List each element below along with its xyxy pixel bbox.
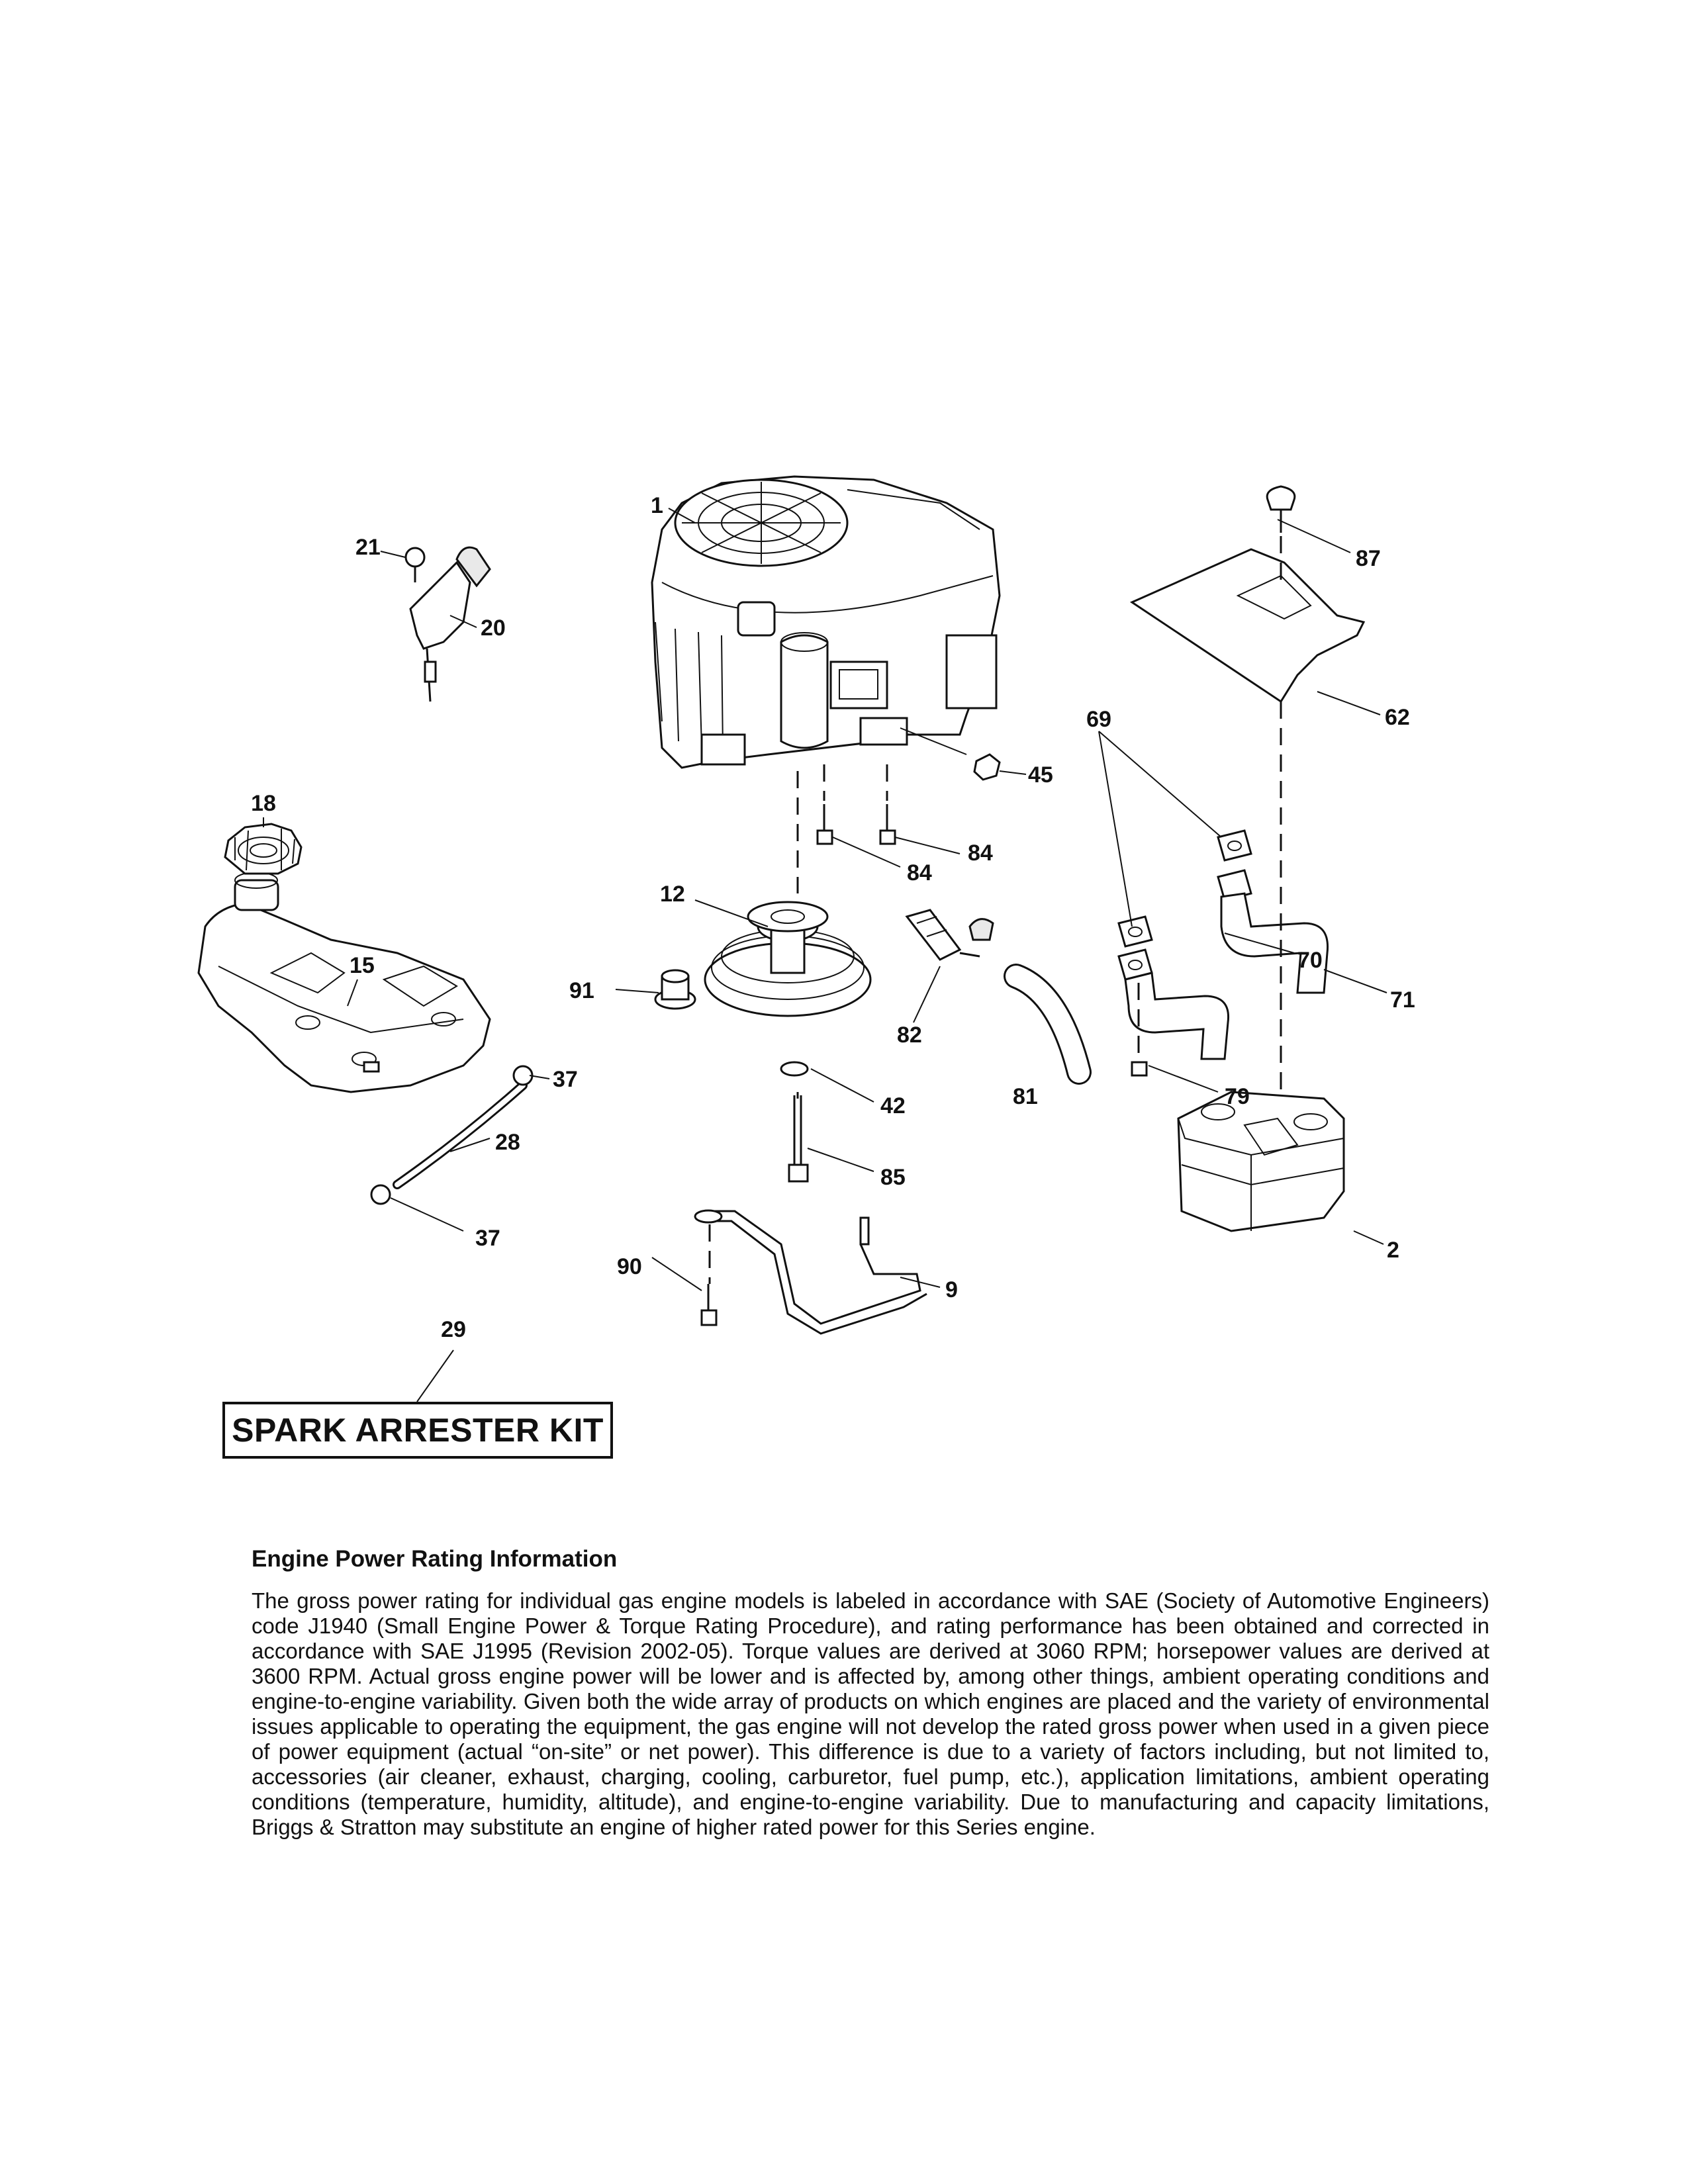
part-label-12: 12 xyxy=(660,882,685,907)
engine-bolts-drawing xyxy=(818,804,895,844)
part-label-84-right: 84 xyxy=(968,841,993,866)
part-label-37-bottom: 37 xyxy=(475,1226,500,1251)
spark-arrester-kit-label: SPARK ARRESTER KIT xyxy=(232,1412,604,1449)
support-rod-drawing xyxy=(695,1210,927,1334)
part-label-15: 15 xyxy=(350,953,375,978)
nut-drawing xyxy=(974,754,1000,780)
part-label-85: 85 xyxy=(880,1165,906,1190)
part-label-18: 18 xyxy=(251,791,276,816)
part-label-82: 82 xyxy=(897,1023,922,1048)
part-label-21: 21 xyxy=(355,535,381,560)
engine-drawing xyxy=(652,477,1000,768)
fuel-hose-drawing xyxy=(1016,976,1079,1072)
part-label-28: 28 xyxy=(495,1130,520,1155)
part-label-71: 71 xyxy=(1390,987,1415,1013)
part-label-20: 20 xyxy=(481,615,506,641)
part-label-79: 79 xyxy=(1225,1084,1250,1109)
part-label-81: 81 xyxy=(1013,1084,1038,1109)
part-label-90: 90 xyxy=(617,1254,642,1279)
engine-power-rating-section xyxy=(252,1546,1489,1840)
part-label-37-top: 37 xyxy=(553,1067,578,1092)
spacer-drawing xyxy=(655,970,695,1009)
part-label-69: 69 xyxy=(1086,707,1111,732)
part-label-1: 1 xyxy=(651,493,663,518)
part-label-84-left: 84 xyxy=(907,860,932,886)
part-label-70: 70 xyxy=(1297,948,1323,973)
fuel-filter-drawing xyxy=(907,910,993,960)
pulley-drawing xyxy=(705,902,870,1016)
part-label-45: 45 xyxy=(1028,762,1053,788)
engine-power-rating-title: Engine Power Rating Information xyxy=(252,1546,618,1572)
part-label-62: 62 xyxy=(1385,705,1410,730)
part-label-87: 87 xyxy=(1356,546,1381,571)
muffler-drawing xyxy=(1178,1092,1344,1231)
heat-shield-drawing xyxy=(1132,486,1364,702)
fuel-tank-drawing xyxy=(199,872,490,1092)
bolt-washer-drawing xyxy=(781,1062,808,1181)
part-label-42: 42 xyxy=(880,1093,906,1118)
engine-power-rating-text: The gross power rating for individual gas engine models is labeled in accordance with SAE (Society of Automotive Engineers) code J1940 (Small Engine Power & Torque Rating Procedure), and rating performance has been obtained and corrected in accordance with SAE J1995 (Revision 2002-05). Torque values are derived at 3060 RPM; horsepower values are derived at 3600 RPM. Actual gross engine power will be lower and is affected by, among other things, ambient operating conditions and engine-to-engine variability. Given both the wide array of products on which engines are placed and the variety of environmental issues applicable to operating the equipment, the gas engine will not develop the rated gross power when used in a given piece of power equipment (actual “on-site” or net power). This difference is due to a variety of factors including, but not limited to, accessories (air cleaner, exhaust, charging, cooling, carburetor, fuel pump, etc.), application limitations, ambient operating conditions (temperature, humidity, altitude), and engine-to-engine variability. Due to manufacturing and capacity limitations, Briggs & Stratton may substitute an engine of higher rated power for this Series engine. xyxy=(252,1588,1489,1839)
spark-arrester-kit-box xyxy=(222,1402,613,1459)
part-label-91: 91 xyxy=(569,978,594,1003)
part-label-2: 2 xyxy=(1387,1238,1399,1263)
fuel-cap-drawing xyxy=(225,824,301,874)
part-label-29: 29 xyxy=(441,1317,466,1342)
throttle-control-drawing xyxy=(406,547,490,702)
part-label-9: 9 xyxy=(945,1277,958,1302)
exhaust-pipes-drawing xyxy=(1119,831,1328,1059)
